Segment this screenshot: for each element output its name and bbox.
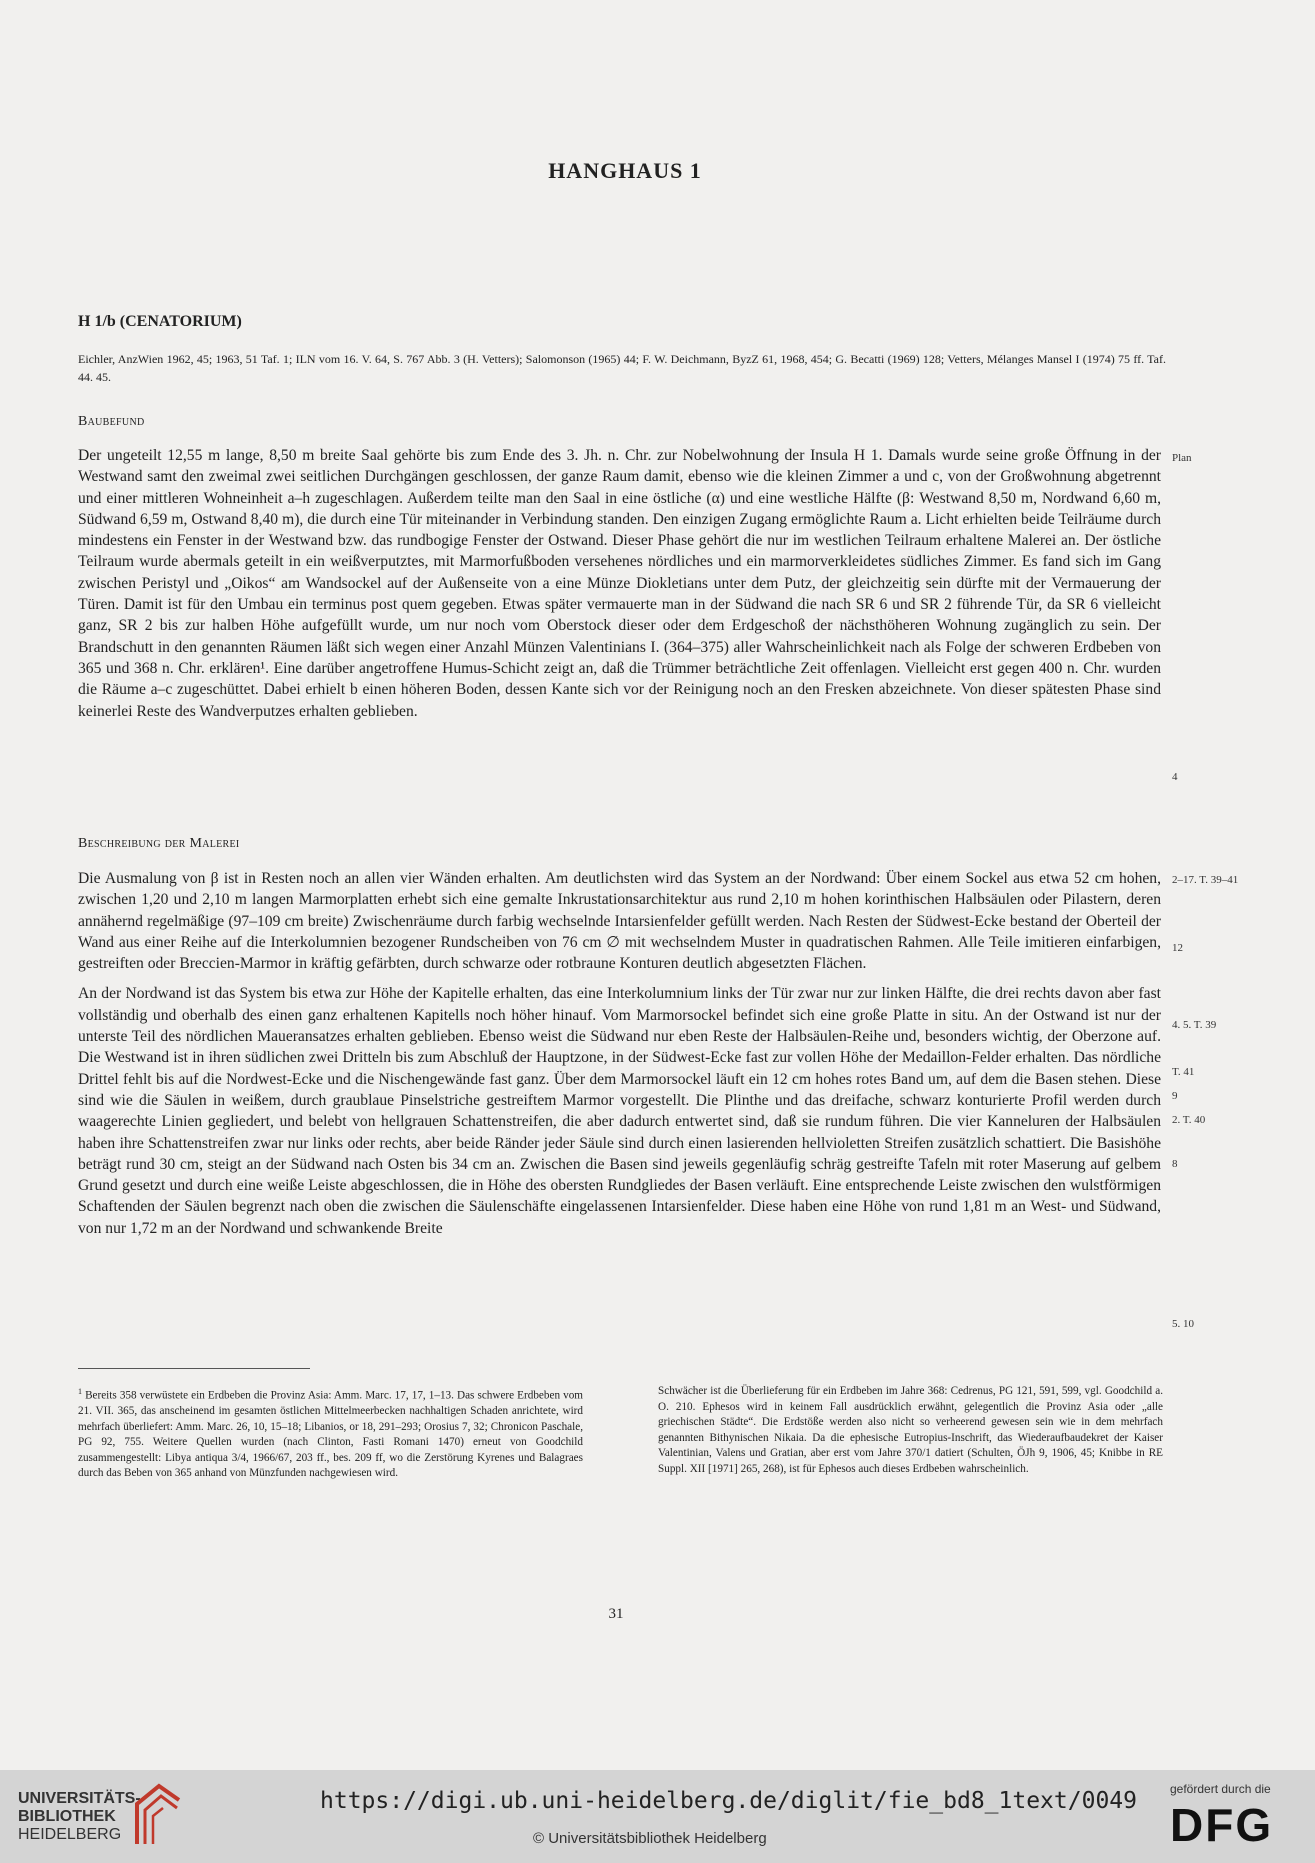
margin-note: 2–17. T. 39–41 xyxy=(1172,874,1239,886)
footnote-text: Bereits 358 verwüstete ein Erdbeben die Provinz Asia: Amm. Marc. 17, 17, 1–13. Das schwere Erdbeben vom 21. VII. 365, das anscheinend im gesamten östlichen Mittelmeerbecken nachhaltigen Schaden anrichtete, wird mehrfach überliefert: Amm. Marc. 26, 10, 15–18; Libanios, or 18, 291–293; Orosius 7, 32; Chronicon Paschale, PG 92, 755. Weitere Quellen wurden (nach Clinton, Fasti Romani 1470) erneut von Goodchild zusammengestellt: Libya antiqua 3/4, 1966/67, 203 ff., bes. 209 ff, wo die Zerstörung Kyrenes und Balagraes durch das Beben von 365 anhand von Münzfunden nachgewiesen wird. xyxy=(78,1389,583,1480)
library-emblem-icon xyxy=(133,1782,183,1848)
dfg-logo: DFG xyxy=(1170,1799,1274,1851)
bibliography-references: Eichler, AnzWien 1962, 45; 1963, 51 Taf. 1; ILN vom 16. V. 64, S. 767 Abb. 3 (H. Vetters); Salomonson (1965) 44; F. W. Deichmann, ByzZ 61, 1968, 454; G. Becatti (1969) 128; Vetters, Mélanges Mansel I (1974) 75 ff. Taf. 44. 45. xyxy=(78,352,1166,384)
page-heading: HANGHAUS 1 xyxy=(548,158,702,183)
margin-note: 12 xyxy=(1172,942,1183,954)
library-logo xyxy=(18,1790,141,1844)
margin-note: 5. 10 xyxy=(1172,1318,1194,1330)
margin-note: 9 xyxy=(1172,1090,1178,1102)
paragraph: Die Ausmalung von β ist in Resten noch an allen vier Wänden erhalten. Am deutlichsten wird das System an der Nordwand: Über einem Sockel aus etwa 52 cm hohen, zwischen 1,20 und 2,10 m langen Marmorplatten erhebt sich eine gemalte Inkrustationsarchitektur aus rund 2,10 m hohen korinthischen Halbsäulen oder Pilastern, deren annähernd regelmäßige (97–109 cm breite) Zwischenräume durch farbig wechselnde Intarsienfelder gefüllt werden. Nach Resten der Südwest-Ecke bestand der Oberteil der Wand aus einer Reihe auf die Interkolumnien bezogener Rundscheiben von 76 cm ∅ mit wechselndem Muster in quadratischen Rahmen. Alle Teile imitieren einfarbigen, gestreiften oder Breccien-Marmor in kräftig gefärbten, durch schwarze oder rotbraune Konturen deutlich abgesetzten Flächen. xyxy=(78,870,1161,973)
footnote-divider xyxy=(78,1368,310,1369)
funding-label: gefördert durch die xyxy=(1170,1782,1271,1796)
footnote-right-column: Schwächer ist die Überlieferung für ein Erdbeben im Jahre 368: Cedrenus, PG 121, 591, 599, vgl. Goodchild a. O. 210. Ephesos wird in keinem Fall ausdrücklich erwähnt, gelegentlich die Provinz Asia oder „alle griechischen Städte“. Die Erdstöße werden also nicht so verheerend gewesen sein wie in dem mehrfach genannten Bithynischen Nikaia. Da die ephesische Eutropius-Inschrift, das Wiederaufbaudekret der Kaiser Valentinian, Valens und Gratian, aber erst vom Jahre 370/1 datiert (Schulten, ÖJh 9, 1906, 45; Knibbe in RE Suppl. XII [1971] 265, 268), ist für Ephesos auch dieses Erdbeben wahrscheinlich. xyxy=(658,1385,1163,1475)
footnote-left-column xyxy=(78,1384,583,1482)
margin-note: 4 xyxy=(1172,771,1178,783)
page-url-link[interactable]: https://digi.ub.uni-heidelberg.de/diglit/fie_bd8_1text/0049 xyxy=(320,1788,1137,1814)
margin-note: 8 xyxy=(1172,1158,1178,1170)
subsection-title-malerei: Beschreibung der Malerei xyxy=(78,836,240,851)
copyright-notice: © Universitätsbibliothek Heidelberg xyxy=(533,1830,767,1847)
viewer-footer xyxy=(0,1770,1315,1863)
margin-note: Plan xyxy=(1172,452,1192,464)
margin-note: 2. T. 40 xyxy=(1172,1114,1206,1126)
library-name-line: UNIVERSITÄTS- xyxy=(18,1790,141,1807)
baubefund-text xyxy=(78,445,1161,722)
footnote-marker: 1 xyxy=(78,1387,82,1396)
subsection-title-baubefund: Baubefund xyxy=(78,414,145,429)
margin-note: 4. 5. T. 39 xyxy=(1172,1019,1217,1031)
paragraph: An der Nordwand ist das System bis etwa zur Höhe der Kapitelle erhalten, das eine Interkolumnium links der Tür zwar nur zur linken Hälfte, die drei rechts davon aber fast vollständig und oberhalb des einen ganz erhaltenen Kapitells noch höher hinauf. Vom Marmorsockel befindet sich eine große Platte in situ. An der Ostwand ist nur der unterste Teil des nördlichen Maueransatzes erhalten geblieben. Ebenso weist die Südwand nur eben Reste der Halbsäulen-Reihe und, besonders wichtig, der Oberzone auf. Die Westwand ist in ihren südlichen zwei Dritteln bis zum Abschluß der Hauptzone, in der Südwest-Ecke fast zur vollen Höhe der Medaillon-Felder erhalten. Das nördliche Drittel fehlt bis auf die Nordwest-Ecke und die Nischengewände fast ganz. Über dem Marmorsockel läuft ein 12 cm hohes rotes Band um, auf dem die Basen stehen. Diese sind wie die Säulen in weißem, durch graublaue Pinselstriche gestreiftem Marmor vorgestellt. Die Plinthe und das dreifache, schwarz konturierte Profil werden durch waagerechte Linien gegliedert, und belebt von hellgrauen Schattenstreifen, die aber dadurch entwertet sind, daß sie rundum führen. Die vier Kanneluren der Halbsäulen haben ihre Schattenstreifen zwar nur links oder rechts, aber beide Ränder jeder Säule sind durch einen lasierenden hellvioletten Streifen zusätzlich schattiert. Die Basishöhe beträgt rund 30 cm, steigt an der Südwand nach Osten bis 34 cm an. Zwischen die Basen sind jeweils gegenläufig schräg gestreifte Tafeln mit roter Maserung auf gelbem Grund gesetzt und durch eine weiße Leiste abgeschlossen, die in Höhe des obersten Rundgliedes der Basen verläuft. Eine entsprechende Leiste zwischen den wulstförmigen Schaftenden der Säulen begrenzt nach oben die zwischen die Säulenschäfte eingelassenen Intarsienfelder. Diese haben eine Höhe von rund 1,81 m an West- und Südwand, von nur 1,72 m an der Nordwand und schwankende Breite xyxy=(78,985,1161,1237)
section-heading: H 1/b (CENATORIUM) xyxy=(78,313,242,330)
page-number: 31 xyxy=(608,1606,624,1622)
margin-note: T. 41 xyxy=(1172,1066,1195,1078)
paragraph: Der ungeteilt 12,55 m lange, 8,50 m breite Saal gehörte bis zum Ende des 3. Jh. n. Chr. zur Nobelwohnung der Insula H 1. Damals wurde seine große Öffnung in der Westwand samt den zweimal zwei seitlichen Durchgängen geschlossen, der ganze Raum damit, ebenso wie die kleinen Zimmer a und c, von der Großwohnung abgetrennt und einer mittleren Wohneinheit a–h zugeschlagen. Außerdem teilte man den Saal in eine östliche (α) und eine westliche Hälfte (β: Westwand 8,50 m, Nordwand 6,60 m, Südwand 6,59 m, Ostwand 8,40 m), die durch eine Tür miteinander in Verbindung standen. Den einzigen Zugang ermöglichte Raum a. Licht erhielten beide Teilräume durch mindestens ein Fenster in der Westwand bzw. das rundbogige Fenster der Ostwand. Dieser Phase gehört die nur im westlichen Teilraum erhaltene Malerei an. Der östliche Teilraum wurde abermals geteilt in ein weißverputztes, mit Marmorfußboden versehenes nördliches und ein marmorverkleidetes südliches Zimmer. Es fand sich im Gang zwischen Peristyl und „Oikos“ am Wandsockel auf der Außenseite von a eine Münze Diokletians unter dem Putz, der gleichzeitig sein dürfte mit der Vermauerung der Türen. Damit ist für den Umbau ein terminus post quem gegeben. Etwas später vermauerte man in der Südwand die nach SR 6 und SR 2 führende Tür, da SR 6 vielleicht ganz, SR 2 bis zur halben Höhe aufgefüllt wurde, um nur noch vom Oberstock dieser oder dem Erdgeschoß der nächsthöheren Wohnung zugänglich zu sein. Der Brandschutt in den genannten Räumen läßt sich wegen einer Anzahl Münzen Valentinians I. (364–375) aller Wahrscheinlichkeit nach als Folge der schweren Erdbeben von 365 und 368 n. Chr. erklären¹. Eine darüber angetroffene Humus-Schicht zeigt an, daß die Trümmer beträchtliche Zeit offenlagen. Vielleicht erst gegen 400 n. Chr. wurden die Räume a–c zugeschüttet. Dabei erhielt b einen höheren Boden, dessen Kante sich vor der Reinigung noch an den Fresken abzeichnete. Von dieser spätesten Phase sind keinerlei Reste des Wandverputzes erhalten geblieben. xyxy=(78,447,1161,720)
malerei-text xyxy=(78,868,1161,1239)
library-name-line: BIBLIOTHEK xyxy=(18,1808,116,1825)
library-name-line: HEIDELBERG xyxy=(18,1826,122,1843)
